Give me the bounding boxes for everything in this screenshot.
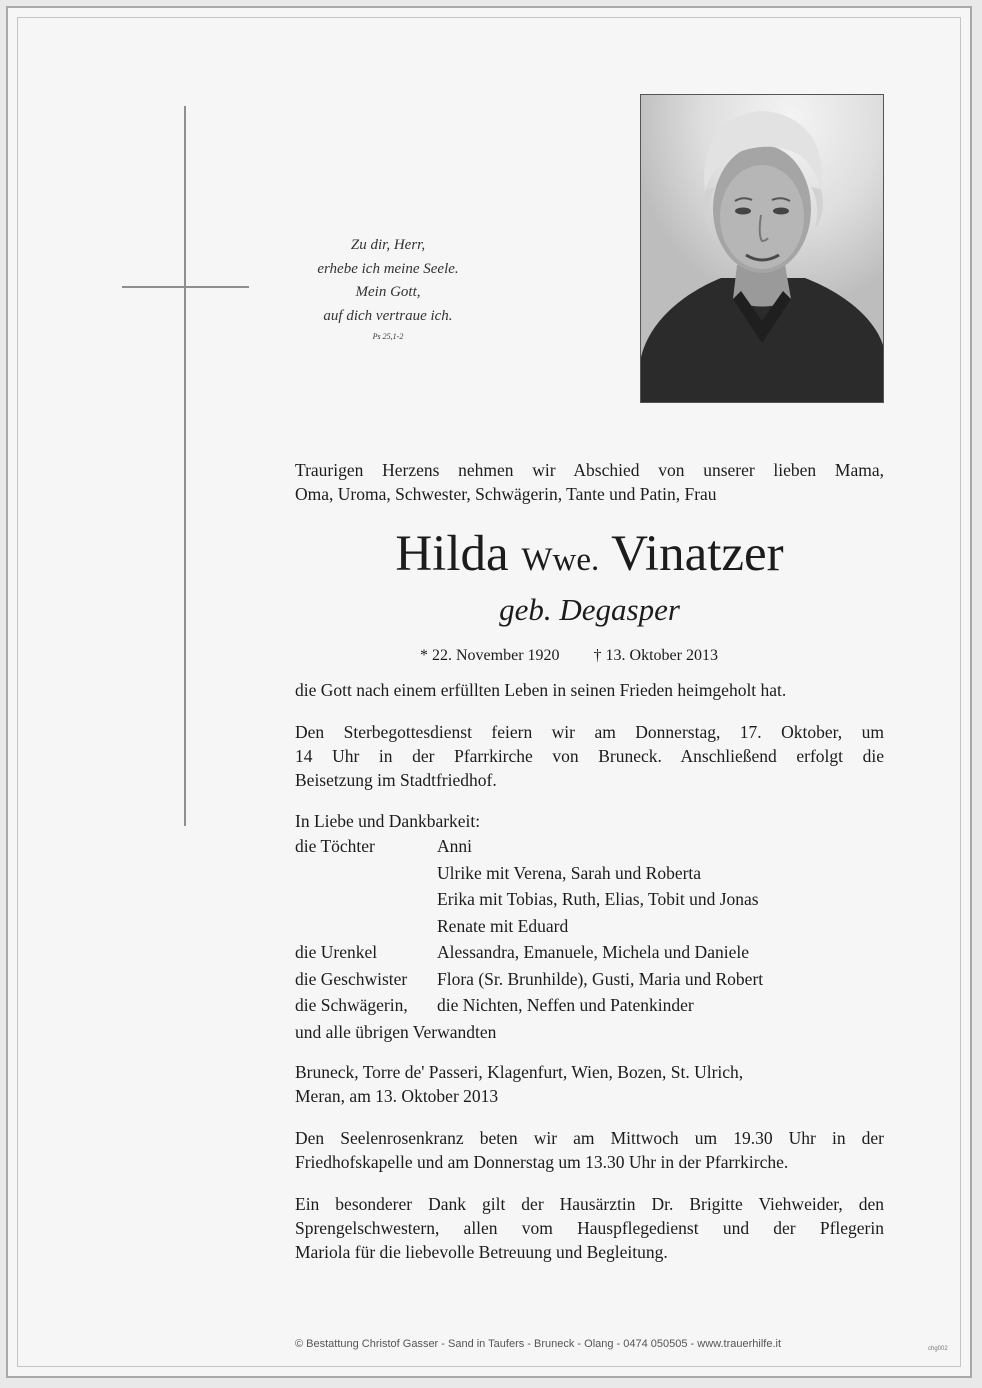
family-heading: In Liebe und Dankbarkeit: xyxy=(295,811,481,831)
thanks-line: Ein besonderer Dank gilt der Hausärztin Dr. Brigitte Viehweider, den xyxy=(295,1194,884,1214)
family-members: Erika mit Tobias, Ruth, Elias, Tobit und Jonas xyxy=(437,889,759,909)
psalm-line: Zu dir, Herr, xyxy=(350,237,426,253)
thanks-line: Mariola für die liebevolle Betreuung und Begleitung. xyxy=(295,1242,668,1262)
thanks-paragraph xyxy=(295,1192,884,1264)
portrait-photo xyxy=(640,94,884,403)
family-members: Alessandra, Emanuele, Michela und Daniele xyxy=(437,942,749,962)
rosary-line: Den Seelenrosenkranz beten wir am Mittwoch um 19.30 Uhr in der xyxy=(295,1128,884,1148)
funeral-line: Beisetzung im Stadtfriedhof. xyxy=(295,770,497,790)
psalm-reference: Ps 25,1-2 xyxy=(372,332,404,341)
rosary-line: Friedhofskapelle und am Donnerstag um 13.30 Uhr in der Pfarrkirche. xyxy=(295,1152,789,1172)
birth-date: * 22. November 1920 xyxy=(420,647,560,664)
family-members: Flora (Sr. Brunhilde), Gusti, Maria und Robert xyxy=(437,968,764,989)
place-date-paragraph xyxy=(295,1060,884,1108)
thanks-line: Sprengelschwestern, allen vom Hauspflegedienst und der Pflegerin xyxy=(295,1218,884,1238)
funeral-line: 14 Uhr in der Pfarrkirche von Bruneck. Anschließend erfolgt die xyxy=(295,746,884,766)
family-label: die Urenkel xyxy=(295,942,378,962)
family-label: die Geschwister xyxy=(295,968,408,989)
psalm-line: Mein Gott, xyxy=(355,284,421,300)
family-label: die Schwägerin, xyxy=(295,995,408,1015)
death-date: † 13. Oktober 2013 xyxy=(593,647,718,664)
last-name: Vinatzer xyxy=(611,526,784,582)
place-line: Meran, am 13. Oktober 2013 xyxy=(295,1086,499,1106)
portrait-illustration xyxy=(641,95,883,402)
intro-paragraph xyxy=(295,458,884,506)
passing-paragraph xyxy=(295,678,884,702)
psalm-line: auf dich vertraue ich. xyxy=(323,307,453,324)
place-line: Bruneck, Torre de' Passeri, Klagenfurt, Wien, Bozen, St. Ulrich, xyxy=(295,1062,744,1082)
passing-line: die Gott nach einem erfüllten Leben in seinen Frieden heimgeholt hat. xyxy=(295,680,787,700)
first-name: Hilda xyxy=(395,526,509,582)
family-members: Ulrike mit Verena, Sarah und Roberta xyxy=(437,862,702,883)
cross-horizontal-bar xyxy=(122,286,249,288)
family-members: die Nichten, Neffen und Patenkinder xyxy=(437,995,694,1015)
family-members: Renate mit Eduard xyxy=(437,915,569,936)
footer-credit: © Bestattung Christof Gasser - Sand in Taufers - Bruneck - Olang - 0474 050505 - www.trauerhilfe.it xyxy=(295,1338,782,1350)
family-label: die Töchter xyxy=(295,836,375,856)
rosary-paragraph xyxy=(295,1126,884,1174)
maiden-name: geb. Degasper xyxy=(499,592,680,627)
intro-line: Traurigen Herzens nehmen wir Abschied von unserer lieben Mama, xyxy=(295,460,884,480)
deceased-name xyxy=(295,524,884,590)
funeral-line: Den Sterbegottesdienst feiern wir am Donnerstag, 17. Oktober, um xyxy=(295,722,884,742)
template-code: chg002 xyxy=(928,1346,948,1352)
life-dates xyxy=(420,644,718,668)
funeral-paragraph xyxy=(295,720,884,792)
intro-line: Oma, Uroma, Schwester, Schwägerin, Tante und Patin, Frau xyxy=(295,484,717,504)
psalm-line: erhebe ich meine Seele. xyxy=(317,260,459,277)
cross-vertical-bar xyxy=(184,106,186,826)
widow-title: Wwe. xyxy=(521,542,600,578)
psalm-quote xyxy=(300,234,476,343)
family-members: Anni xyxy=(437,836,472,856)
